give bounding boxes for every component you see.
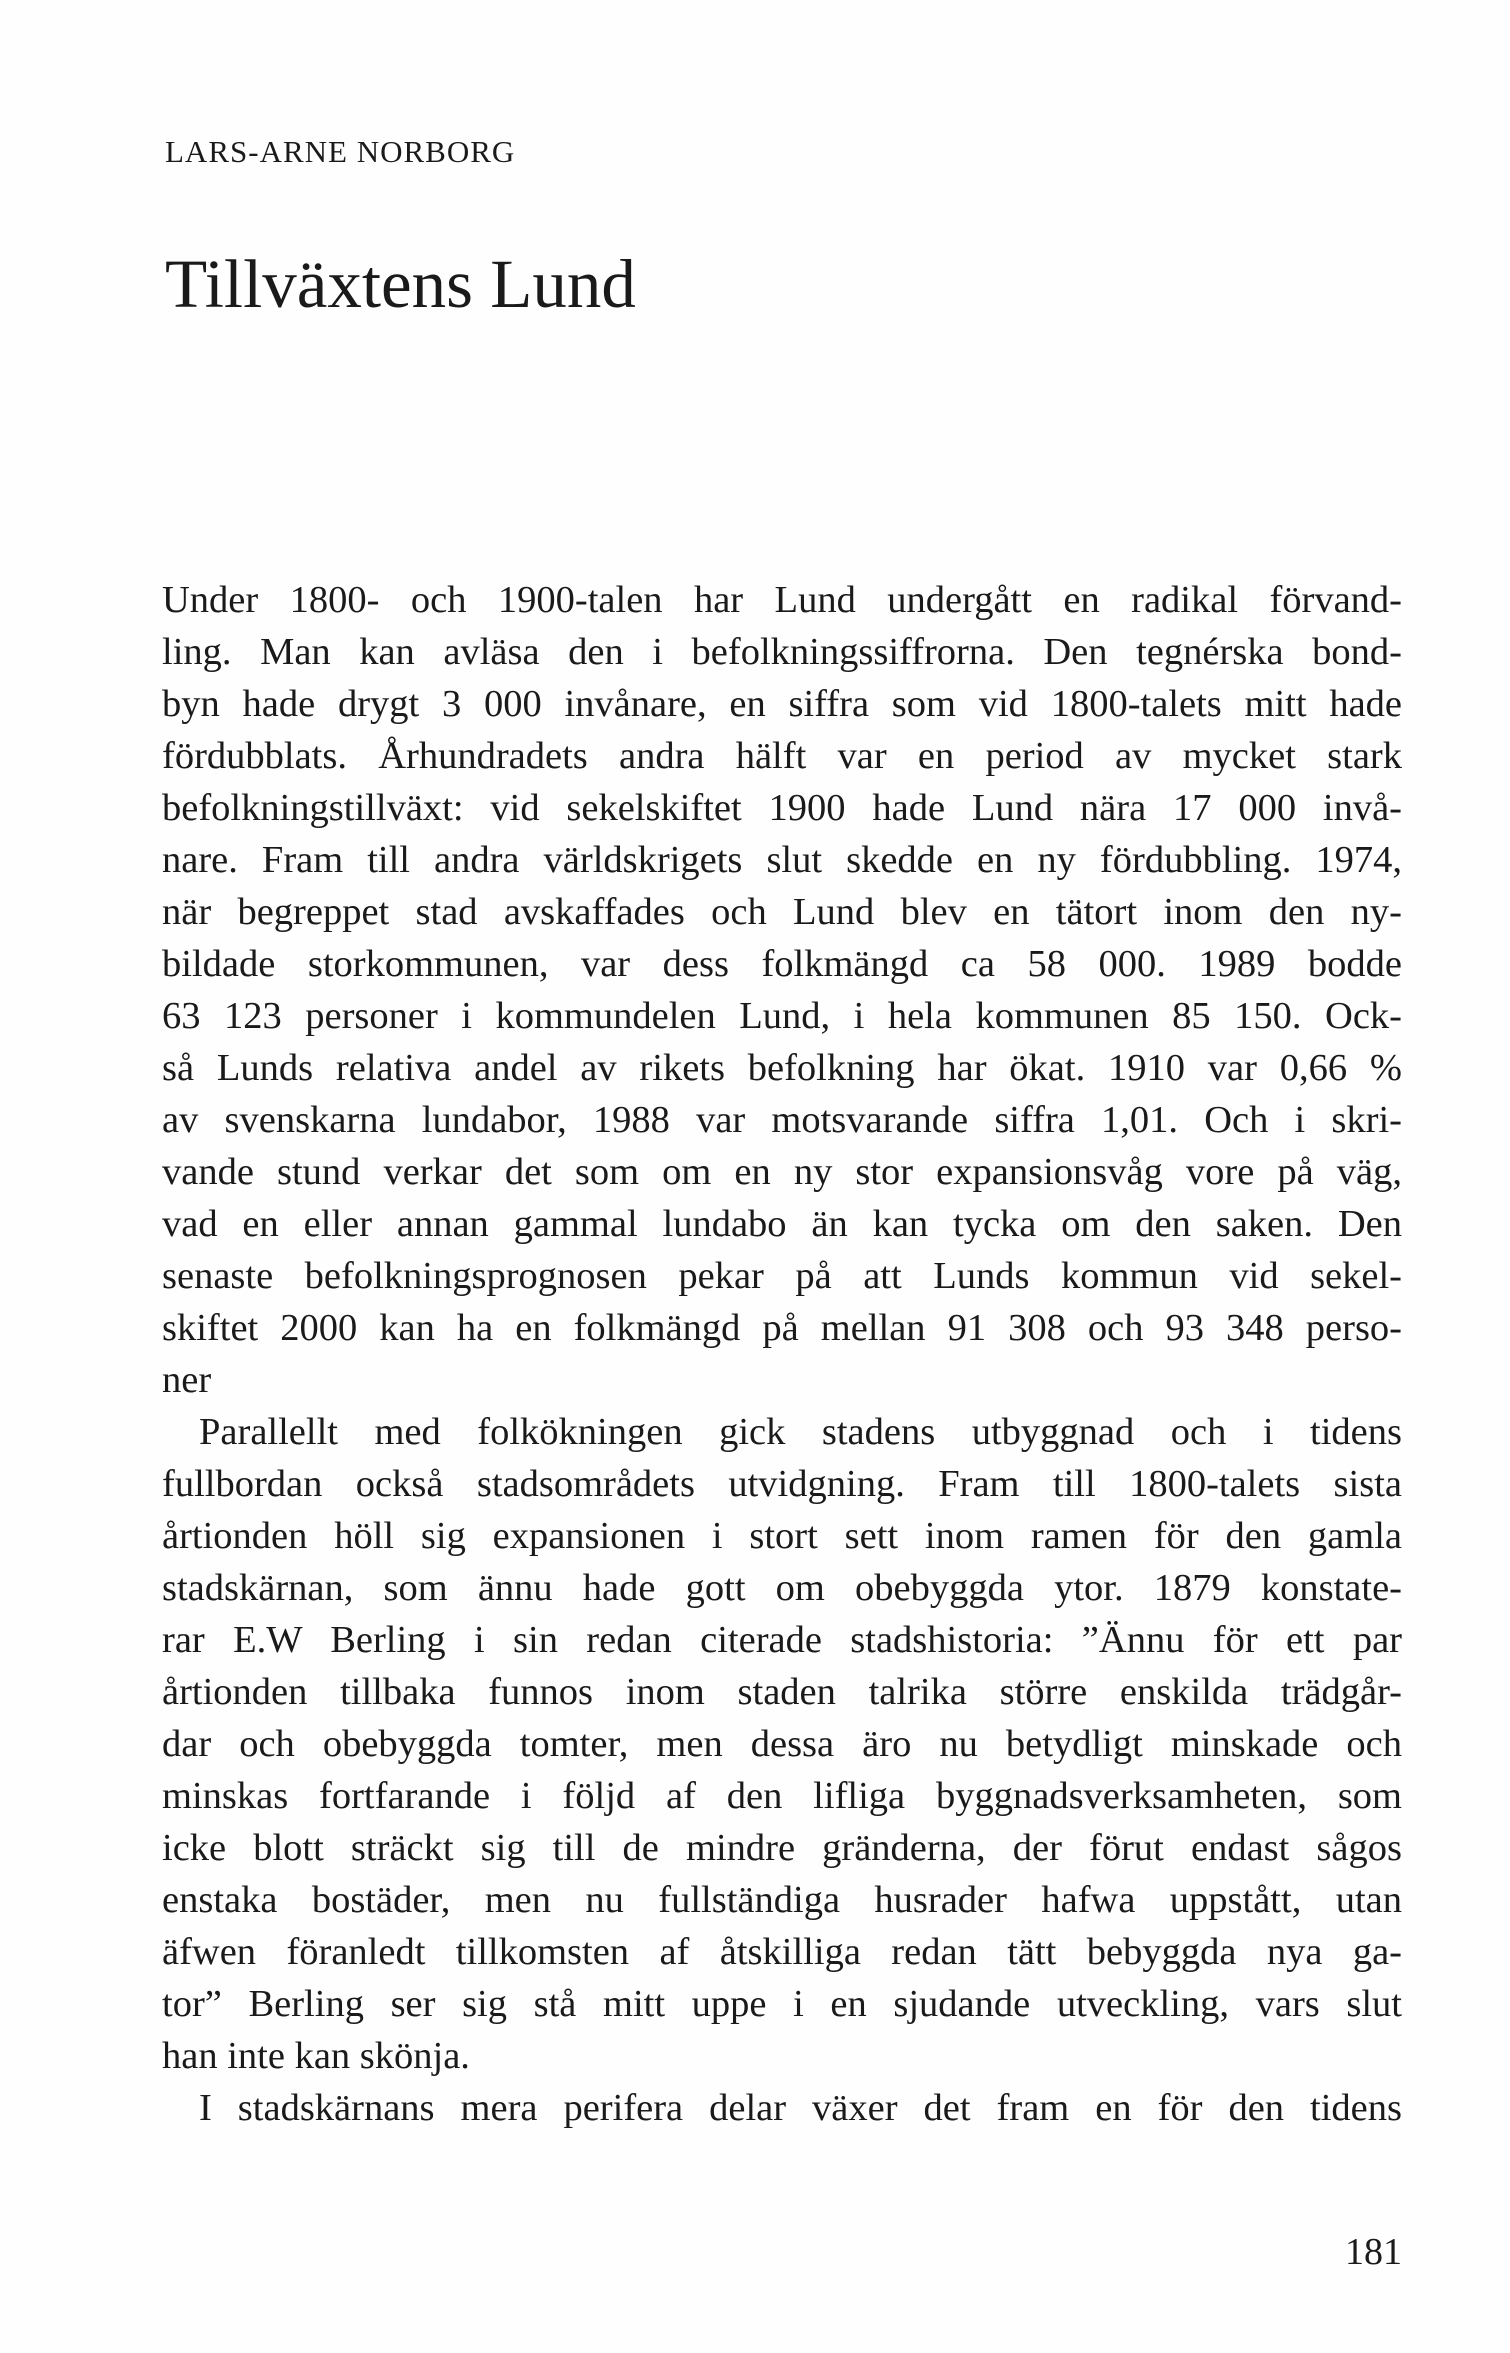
text-line: rar E.W Berling i sin redan citerade stadshistoria: ”Ännu för ett par bbox=[162, 1619, 1402, 1661]
body-text bbox=[162, 574, 1402, 2134]
text-line: ling. Man kan avläsa den i befolkningssiffrorna. Den tegnérska bond- bbox=[162, 631, 1402, 673]
text-line: I stadskärnans mera perifera delar växer det fram en för den tidens bbox=[199, 2087, 1402, 2129]
text-line: bildade storkommunen, var dess folkmängd ca 58 000. 1989 bodde bbox=[162, 943, 1402, 985]
text-line: befolkningstillväxt: vid sekelskiftet 1900 hade Lund nära 17 000 invå- bbox=[162, 787, 1402, 829]
text-line: Parallellt med folkökningen gick stadens utbyggnad och i tidens bbox=[199, 1411, 1402, 1453]
text-line: dar och obebyggda tomter, men dessa äro nu betydligt minskade och bbox=[162, 1723, 1402, 1765]
text-line: årtionden tillbaka funnos inom staden talrika större enskilda trädgår- bbox=[162, 1671, 1402, 1713]
chapter-title: Tillväxtens Lund bbox=[165, 246, 636, 322]
text-line: byn hade drygt 3 000 invånare, en siffra som vid 1800-talets mitt hade bbox=[162, 683, 1402, 725]
text-line: skiftet 2000 kan ha en folkmängd på mellan 91 308 och 93 348 perso- bbox=[162, 1307, 1402, 1349]
page-number: 181 bbox=[1345, 2231, 1402, 2273]
text-line: stadskärnan, som ännu hade gott om obebyggda ytor. 1879 konstate- bbox=[162, 1567, 1402, 1609]
text-line: nare. Fram till andra världskrigets slut skedde en ny fördubbling. 1974, bbox=[162, 839, 1402, 881]
text-line: icke blott sträckt sig till de mindre gränderna, der förut endast sågos bbox=[162, 1827, 1402, 1869]
text-line: senaste befolkningsprognosen pekar på att Lunds kommun vid sekel- bbox=[162, 1255, 1402, 1297]
text-line: han inte kan skönja. bbox=[162, 2035, 470, 2077]
text-line: 63 123 personer i kommundelen Lund, i hela kommunen 85 150. Ock- bbox=[162, 995, 1402, 1037]
text-line: minskas fortfarande i följd af den lifliga byggnadsverksamheten, som bbox=[162, 1775, 1402, 1817]
text-line: vande stund verkar det som om en ny stor expansionsvåg vore på väg, bbox=[162, 1151, 1402, 1193]
text-line: äfwen föranledt tillkomsten af åtskilliga redan tätt bebyggda nya ga- bbox=[162, 1931, 1402, 1973]
text-line: årtionden höll sig expansionen i stort sett inom ramen för den gamla bbox=[162, 1515, 1402, 1557]
text-line: så Lunds relativa andel av rikets befolkning har ökat. 1910 var 0,66 % bbox=[162, 1047, 1402, 1089]
text-line: enstaka bostäder, men nu fullständiga husrader hafwa uppstått, utan bbox=[162, 1879, 1402, 1921]
text-line: fördubblats. Århundradets andra hälft var en period av mycket stark bbox=[162, 735, 1402, 777]
text-line: ner bbox=[162, 1359, 212, 1401]
text-line: vad en eller annan gammal lundabo än kan tycka om den saken. Den bbox=[162, 1203, 1402, 1245]
text-line: Under 1800- och 1900-talen har Lund undergått en radikal förvand- bbox=[162, 579, 1402, 621]
text-line: när begreppet stad avskaffades och Lund blev en tätort inom den ny- bbox=[162, 891, 1402, 933]
text-line: av svenskarna lundabor, 1988 var motsvarande siffra 1,01. Och i skri- bbox=[162, 1099, 1402, 1141]
text-line: fullbordan också stadsområdets utvidgning. Fram till 1800-talets sista bbox=[162, 1463, 1402, 1505]
text-line: tor” Berling ser sig stå mitt uppe i en sjudande utveckling, vars slut bbox=[162, 1983, 1402, 2025]
chapter-author: LARS-ARNE NORBORG bbox=[165, 134, 516, 169]
